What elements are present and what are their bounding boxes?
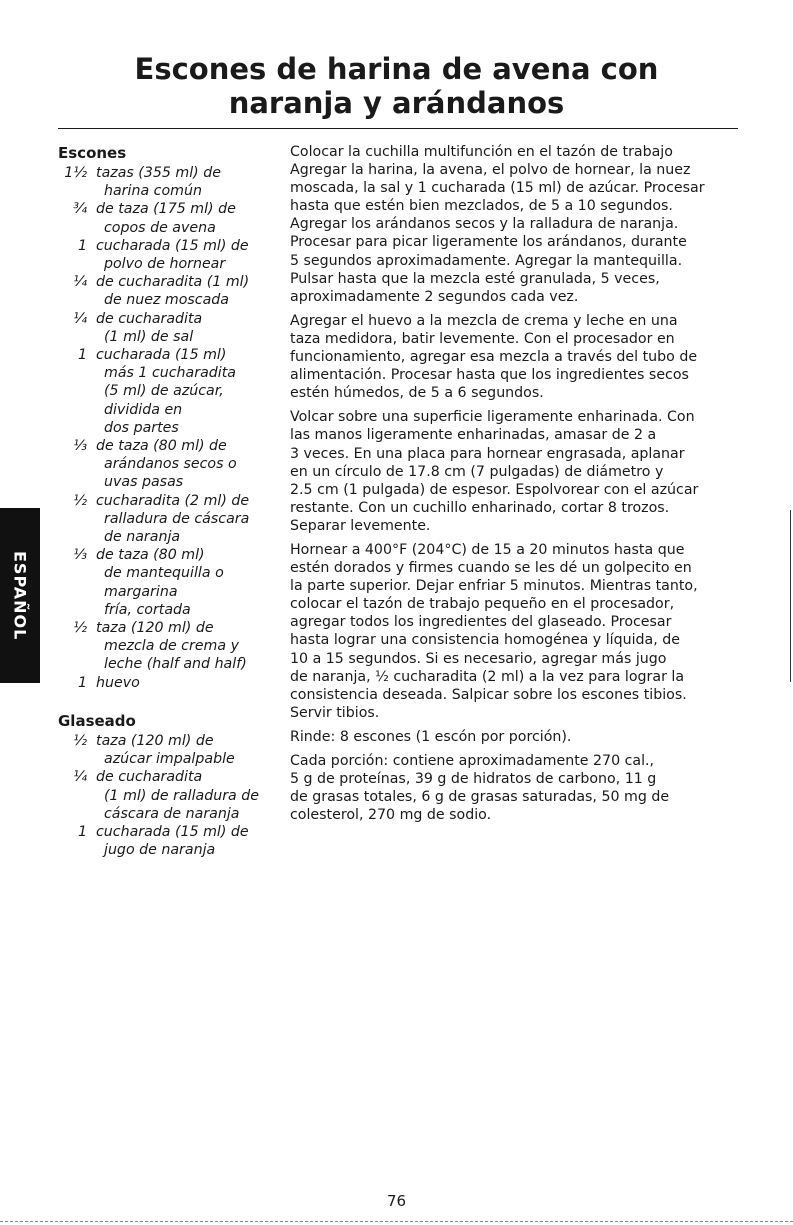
ingredient-text-line: de cucharadita: [96, 310, 203, 327]
instruction-paragraph: [290, 541, 745, 722]
instruction-line: Procesar para picar ligeramente los arándanos, durante: [290, 234, 687, 251]
ingredient-text-line: copos de avena: [104, 219, 216, 236]
ingredient-description: [96, 164, 273, 200]
instruction-line: aproximadamente 2 segundos cada vez.: [290, 288, 579, 305]
ingredient-text-line: mezcla de crema y: [104, 638, 239, 655]
instruction-line: funcionamiento, agregar esa mezcla a través del tubo de: [290, 349, 698, 366]
instruction-line: la parte superior. Dejar enfriar 5 minutos. Mientras tanto,: [290, 578, 698, 595]
ingredient-text-line: de cucharadita: [96, 769, 203, 786]
language-tab: [0, 508, 40, 683]
instruction-line: 10 a 15 segundos. Si es necesario, agregar más jugo: [290, 650, 667, 667]
instruction-line: Agregar el huevo a la mezcla de crema y leche en una: [290, 312, 678, 329]
ingredient-quantity: ¼: [73, 310, 87, 327]
instruction-line: colesterol, 270 mg de sodio.: [290, 807, 492, 824]
ingredient-quantity: 1: [77, 674, 87, 691]
ingredient-text-line: taza (120 ml) de: [96, 732, 214, 749]
instruction-line: Agregar la harina, la avena, el polvo de hornear, la nuez: [290, 162, 691, 179]
instruction-line: hasta lograr una consistencia homogénea y líquida, de: [290, 632, 680, 649]
ingredient-text-line: (1 ml) de ralladura de: [104, 787, 259, 804]
ingredient-quantity: ⅓: [73, 547, 87, 564]
instruction-line: restante. Con un cuchillo enharinado, cortar 8 trozos.: [290, 499, 670, 516]
ingredient-text-line: ralladura de cáscara: [104, 510, 250, 527]
ingredient-quantity: 1½: [64, 165, 87, 181]
ingredient-description: [96, 492, 273, 547]
ingredient-text-line: leche (half and half): [104, 656, 247, 673]
ingredient-description: [96, 437, 273, 492]
ingredient-text-line: harina común: [104, 183, 202, 200]
ingredient-quantity: ½: [73, 732, 87, 749]
ingredient-text-line: de cucharadita (1 ml): [96, 274, 250, 291]
ingredient-description: [96, 768, 273, 823]
instruction-line: consistencia deseada. Salpicar sobre los escones tibios.: [290, 686, 687, 703]
instruction-paragraph: [290, 728, 745, 746]
ingredient-text-line: dividida en: [104, 401, 183, 418]
ingredient-description: [96, 674, 273, 692]
ingredient-quantity: ¼: [73, 274, 87, 291]
ingredient-quantity: ½: [73, 492, 87, 509]
ingredient-item: [58, 200, 273, 236]
instruction-line: colocar el tazón de trabajo pequeño en el procesador,: [290, 596, 675, 613]
ingredient-text-line: de naranja: [104, 529, 181, 546]
scones-ingredient-list: [58, 164, 273, 692]
instruction-line: alimentación. Procesar hasta que los ingredientes secos: [290, 367, 689, 384]
ingredient-quantity: 1: [77, 823, 87, 840]
ingredient-item: [58, 492, 273, 547]
ingredient-item: [58, 732, 273, 768]
ingredient-text-line: de nuez moscada: [104, 292, 229, 309]
instruction-paragraph: [290, 312, 745, 402]
glaze-heading: Glaseado: [58, 711, 136, 730]
ingredient-text-line: tazas (355 ml) de: [96, 165, 221, 181]
ingredient-description: [96, 346, 273, 437]
ingredient-description: [96, 200, 273, 236]
ingredient-item: [58, 823, 273, 859]
ingredient-item: [58, 310, 273, 346]
ingredient-description: [96, 546, 273, 619]
ingredient-quantity: ½: [73, 620, 87, 637]
instructions-column: [290, 143, 745, 830]
instruction-paragraph: [290, 143, 745, 306]
instruction-paragraph: [290, 408, 745, 535]
instruction-line: en un círculo de 17.8 cm (7 pulgadas) de diámetro y: [290, 463, 664, 480]
ingredients-column: [58, 142, 273, 859]
ingredient-quantity: ¼: [73, 769, 87, 786]
ingredient-description: [96, 823, 273, 859]
instruction-line: Volcar sobre una superficie ligeramente enharinada. Con: [290, 409, 695, 426]
instruction-line: Rinde: 8 escones (1 escón por porción).: [290, 728, 572, 745]
instruction-line: las manos ligeramente enharinadas, amasar de 2 a: [290, 427, 657, 444]
ingredient-description: [96, 732, 273, 768]
ingredient-text-line: (1 ml) de sal: [104, 328, 194, 345]
instruction-line: agregar todos los ingredientes del glaseado. Procesar: [290, 614, 672, 631]
ingredient-quantity: ¾: [73, 201, 87, 218]
ingredient-text-line: cáscara de naranja: [104, 805, 240, 822]
ingredient-item: [58, 237, 273, 273]
language-tab-label: ESPAÑOL: [10, 550, 30, 641]
ingredient-description: [96, 619, 273, 674]
ingredient-text-line: cucharada (15 ml): [96, 347, 227, 364]
ingredient-item: [58, 164, 273, 200]
ingredient-text-line: de mantequilla o: [104, 565, 224, 582]
ingredient-description: [96, 237, 273, 273]
ingredient-text-line: azúcar impalpable: [104, 751, 235, 768]
ingredient-text-line: cucharada (15 ml) de: [96, 823, 249, 840]
ingredient-text-line: arándanos secos o: [104, 456, 237, 473]
instruction-paragraph: [290, 752, 745, 824]
instruction-line: hasta que estén bien mezclados, de 5 a 10 segundos.: [290, 198, 673, 215]
ingredient-text-line: taza (120 ml) de: [96, 620, 214, 637]
title-line-1: Escones de harina de avena con: [134, 52, 659, 86]
instruction-line: Separar levemente.: [290, 517, 431, 534]
ingredient-text-line: polvo de hornear: [104, 256, 226, 273]
ingredient-text-line: de taza (175 ml) de: [96, 201, 236, 218]
instruction-line: estén húmedos, de 5 a 6 segundos.: [290, 385, 544, 402]
ingredient-item: [58, 674, 273, 692]
instruction-line: Colocar la cuchilla multifunción en el tazón de trabajo: [290, 144, 673, 160]
instruction-line: Cada porción: contiene aproximadamente 270 cal.,: [290, 753, 655, 769]
ingredient-text-line: cucharadita (2 ml) de: [96, 492, 250, 509]
instruction-line: 3 veces. En una placa para hornear engrasada, aplanar: [290, 445, 685, 462]
instruction-line: 5 g de proteínas, 39 g de hidratos de carbono, 11 g: [290, 771, 657, 788]
glaze-ingredient-list: [58, 732, 273, 859]
page-bottom-edge: [0, 1221, 793, 1222]
ingredient-text-line: huevo: [96, 674, 140, 691]
instruction-line: Servir tibios.: [290, 704, 380, 721]
ingredient-text-line: fría, cortada: [104, 601, 191, 618]
scones-heading: Escones: [58, 144, 127, 162]
instruction-line: moscada, la sal y 1 cucharada (15 ml) de azúcar. Procesar: [290, 180, 705, 197]
ingredient-text-line: de taza (80 ml) de: [96, 438, 227, 455]
section-gap: [58, 692, 273, 710]
ingredient-item: [58, 546, 273, 619]
ingredient-text-line: de taza (80 ml): [96, 547, 205, 564]
instruction-line: Hornear a 400°F (204°C) de 15 a 20 minutos hasta que: [290, 541, 685, 558]
ingredient-text-line: uvas pasas: [104, 474, 184, 491]
instruction-line: de grasas totales, 6 g de grasas saturadas, 50 mg de: [290, 789, 670, 806]
ingredient-item: [58, 768, 273, 823]
page-number: 76: [386, 1192, 407, 1210]
ingredient-text-line: (5 ml) de azúcar,: [104, 383, 224, 400]
instruction-line: de naranja, ½ cucharadita (2 ml) a la vez para lograr la: [290, 668, 685, 685]
ingredient-quantity: ⅓: [73, 438, 87, 455]
ingredient-item: [58, 619, 273, 674]
title-divider: [58, 128, 738, 129]
ingredient-quantity: 1: [77, 237, 87, 254]
ingredient-item: [58, 437, 273, 492]
instruction-line: 5 segundos aproximadamente. Agregar la mantequilla.: [290, 252, 683, 269]
ingredient-description: [96, 273, 273, 309]
ingredient-item: [58, 273, 273, 309]
ingredient-item: [58, 346, 273, 437]
title-line-2: naranja y arándanos: [228, 86, 565, 120]
instruction-line: estén dorados y firmes cuando se les dé un golpecito en: [290, 560, 692, 577]
instruction-line: 2.5 cm (1 pulgada) de espesor. Espolvorear con el azúcar: [290, 481, 699, 498]
page-edge-mark: [790, 510, 791, 682]
ingredient-description: [96, 310, 273, 346]
ingredient-text-line: cucharada (15 ml) de: [96, 237, 249, 254]
instruction-line: taza medidora, batir levemente. Con el procesador en: [290, 330, 675, 347]
ingredient-text-line: jugo de naranja: [104, 842, 216, 859]
ingredient-text-line: dos partes: [104, 419, 179, 436]
recipe-title: [0, 52, 793, 120]
ingredient-text-line: más 1 cucharadita: [104, 365, 236, 382]
instruction-line: Pulsar hasta que la mezcla esté granulada, 5 veces,: [290, 270, 660, 287]
ingredient-quantity: 1: [77, 347, 87, 364]
instruction-line: Agregar los arándanos secos y la ralladura de naranja.: [290, 216, 679, 233]
ingredient-text-line: margarina: [104, 583, 178, 600]
